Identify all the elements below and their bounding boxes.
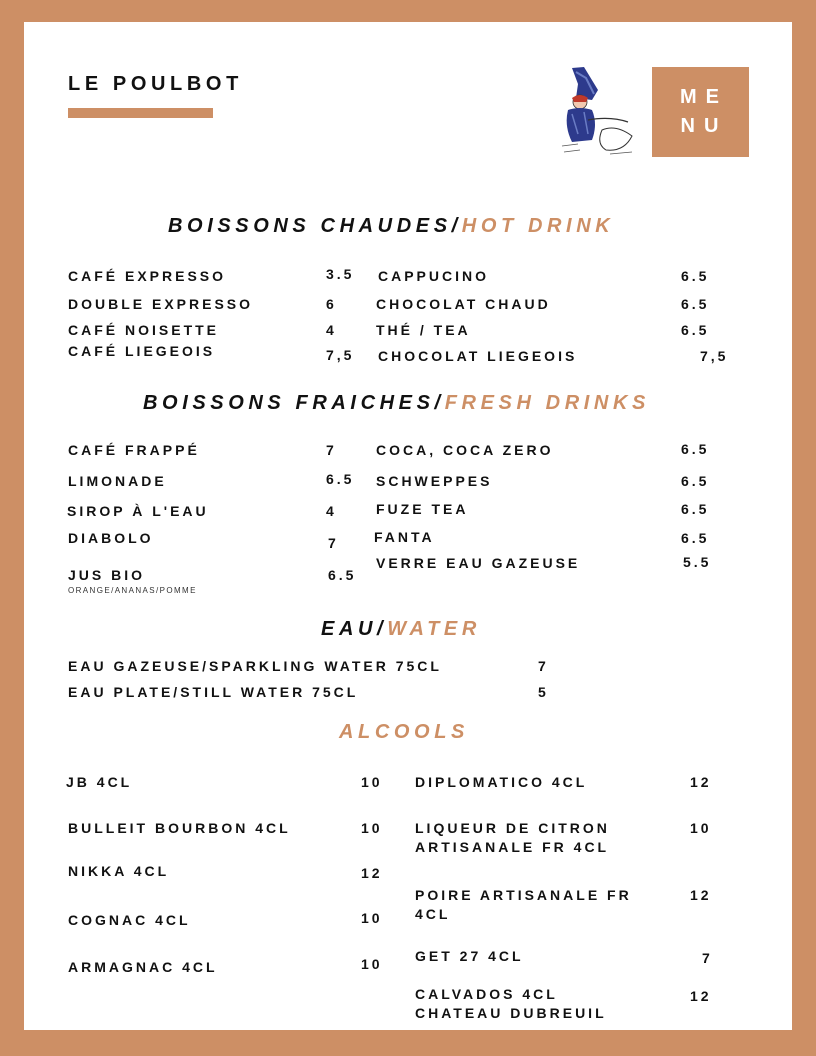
menu-item-price: 12 (690, 774, 712, 790)
menu-item-price: 12 (690, 988, 712, 1004)
menu-item-price: 4 (326, 322, 337, 338)
menu-item-name: DIABOLO (68, 530, 154, 546)
menu-item-name: CAFÉ FRAPPÉ (68, 442, 200, 458)
menu-item-name: LIQUEUR DE CITRON (415, 820, 610, 836)
menu-item-price: 6.5 (681, 530, 710, 546)
menu-item-name: LIMONADE (68, 473, 167, 489)
hot-section-title: BOISSONS CHAUDES/HOT DRINK (168, 215, 615, 237)
menu-item-name: CAFÉ LIEGEOIS (68, 343, 216, 359)
menu-item-price: 10 (361, 774, 383, 790)
menu-item-price: 10 (361, 820, 383, 836)
menu-item-price: 6.5 (681, 473, 710, 489)
menu-item-name-line2: 4CL (415, 906, 451, 922)
menu-item-name: CAFÉ EXPRESSO (68, 268, 227, 284)
menu-item-name: VERRE EAU GAZEUSE (376, 555, 581, 571)
menu-item-price: 6.5 (328, 567, 357, 583)
menu-item-price: 5 (538, 684, 549, 700)
menu-item-name: GET 27 4CL (415, 948, 524, 964)
menu-item-name: POIRE ARTISANALE FR (415, 887, 632, 903)
menu-item-price: 10 (361, 910, 383, 926)
menu-item-price: 6.5 (681, 441, 710, 457)
poulbot-illustration (558, 64, 634, 158)
menu-item-price: 7 (328, 535, 339, 551)
menu-item-name: SCHWEPPES (376, 473, 493, 489)
menu-item-price: 7,5 (700, 348, 729, 364)
menu-item-name: EAU PLATE/STILL WATER 75CL (68, 684, 359, 700)
menu-item-price: 6.5 (681, 296, 710, 312)
menu-item-name: FANTA (374, 529, 435, 545)
menu-item-price: 3.5 (326, 266, 355, 282)
menu-badge-line1: ME (680, 86, 728, 108)
menu-item-price: 10 (361, 956, 383, 972)
menu-item-name: SIROP À L'EAU (67, 503, 209, 519)
menu-item-name: JB 4CL (66, 774, 133, 790)
menu-item-price: 6 (326, 296, 337, 312)
menu-item-price: 6.5 (681, 268, 710, 284)
fresh-section-title: BOISSONS FRAICHES/FRESH DRINKS (143, 392, 650, 414)
menu-item-name: EAU GAZEUSE/SPARKLING WATER 75CL (68, 658, 442, 674)
menu-item-price: 7 (538, 658, 549, 674)
menu-badge-line2: NU (680, 115, 728, 137)
menu-item-name: CHOCOLAT CHAUD (376, 296, 551, 312)
menu-item-name: DOUBLE EXPRESSO (68, 296, 254, 312)
menu-item-price: 7,5 (326, 347, 355, 363)
menu-item-name-line2: ARTISANALE FR 4CL (415, 839, 610, 855)
menu-item-name: JUS BIO (68, 567, 146, 583)
menu-item-price: 12 (690, 887, 712, 903)
menu-item-price: 6.5 (681, 322, 710, 338)
menu-item-price: 7 (326, 442, 337, 458)
menu-item-price: 12 (361, 865, 383, 881)
menu-item-name: BULLEIT BOURBON 4CL (68, 820, 291, 836)
menu-item-price: 7 (702, 950, 713, 966)
menu-item-name: CHOCOLAT LIEGEOIS (378, 348, 578, 364)
menu-item-price: 5.5 (683, 554, 712, 570)
menu-item-name: FUZE TEA (376, 501, 469, 517)
menu-item-name: CAFÉ NOISETTE (68, 322, 220, 338)
water-section-title: EAU/WATER (321, 618, 481, 640)
menu-item-price: 6.5 (681, 501, 710, 517)
menu-item-name: ARMAGNAC 4CL (68, 959, 218, 975)
menu-item-price: 4 (326, 503, 337, 519)
brand-name: LE POULBOT (68, 73, 243, 95)
alcohol-section-title: ALCOOLS (339, 721, 469, 743)
menu-item-name: CALVADOS 4CL (415, 986, 558, 1002)
menu-item-name: DIPLOMATICO 4CL (415, 774, 588, 790)
menu-item-name: CAPPUCINO (378, 268, 490, 284)
menu-item-price: 6.5 (326, 471, 355, 487)
menu-badge (652, 67, 749, 157)
brand-underline (68, 108, 213, 118)
menu-item-name: COGNAC 4CL (68, 912, 191, 928)
menu-item-subtitle: ORANGE/ANANAS/POMME (68, 586, 197, 595)
menu-item-price: 10 (690, 820, 712, 836)
menu-item-name: NIKKA 4CL (68, 863, 170, 879)
menu-item-name: COCA, COCA ZERO (376, 442, 554, 458)
menu-item-name-line2: CHATEAU DUBREUIL (415, 1005, 607, 1021)
menu-item-name: THÉ / TEA (376, 322, 471, 338)
